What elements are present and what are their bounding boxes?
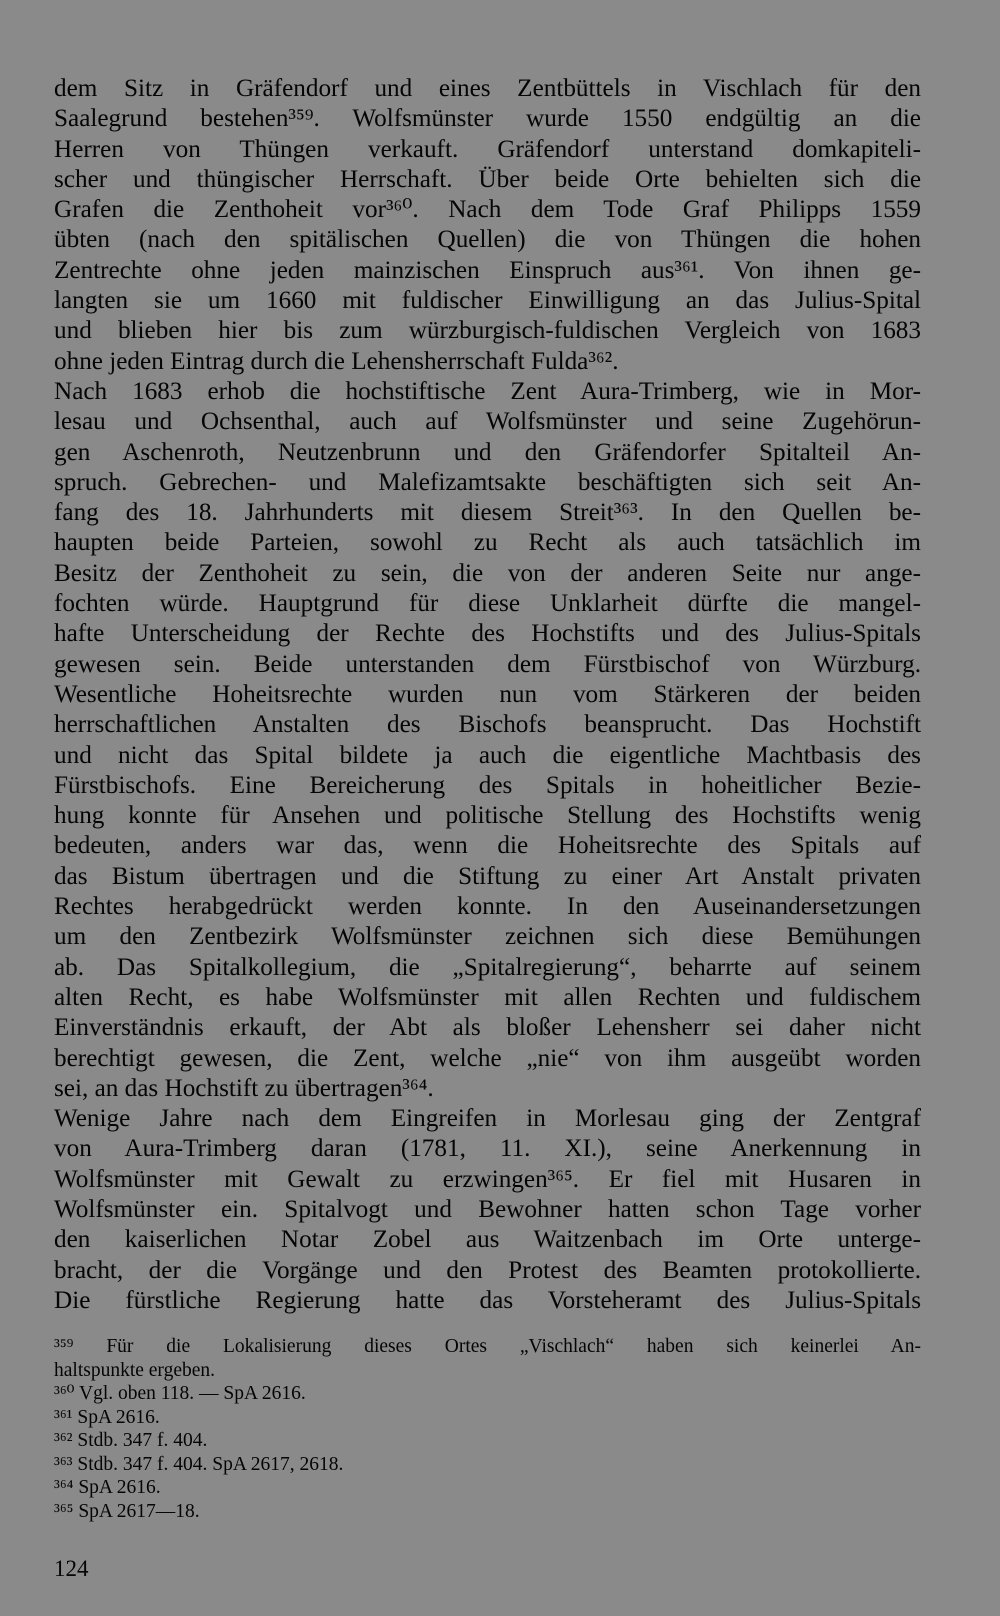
- text-line: fang des 18. Jahrhunderts mit diesem Streit³⁶³. In den Quellen be-: [54, 499, 921, 527]
- text-line: Besitz der Zenthoheit zu sein, die von der anderen Seite nur ange-: [54, 559, 921, 587]
- text-line: gen Aschenroth, Neutzenbrunn und den Gräfendorfer Spitalteil An-: [54, 438, 921, 466]
- text-line: bracht, der die Vorgänge und den Protest des Beamten protokollierte.: [54, 1256, 921, 1284]
- text-line: scher und thüngischer Herrschaft. Über beide Orte behielten sich die: [54, 165, 921, 193]
- text-line: fochten würde. Hauptgrund für diese Unklarheit dürfte die mangel-: [54, 590, 921, 618]
- text-line: Wolfsmünster mit Gewalt zu erzwingen³⁶⁵. Er fiel mit Husaren in: [54, 1165, 921, 1193]
- page-number: 124: [54, 1556, 89, 1581]
- text-line: Rechtes herabgedrückt werden konnte. In den Auseinandersetzungen: [54, 893, 921, 921]
- text-line: lesau und Ochsenthal, auch auf Wolfsmünster und seine Zugehörun-: [54, 408, 921, 436]
- footnote-line: ³⁶⁴ SpA 2616.: [54, 1477, 161, 1498]
- footnotes: [54, 1335, 921, 1523]
- text-line: Wenige Jahre nach dem Eingreifen in Morlesau ging der Zentgraf: [54, 1105, 921, 1133]
- footnote-line: ³⁶¹ SpA 2616.: [54, 1406, 160, 1428]
- text-line: und blieben hier bis zum würzburgisch-fuldischen Vergleich von 1683: [54, 317, 921, 345]
- text-line: übten (nach den spitälischen Quellen) die von Thüngen die hohen: [54, 226, 921, 254]
- text-line: Herren von Thüngen verkauft. Gräfendorf unterstand domkapiteli-: [54, 135, 921, 163]
- text-line: das Bistum übertragen und die Stiftung zu einer Art Anstalt privaten: [54, 862, 921, 890]
- text-line: Wolfsmünster ein. Spitalvogt und Bewohner hatten schon Tage vorher: [54, 1195, 921, 1223]
- text-line: alten Recht, es habe Wolfsmünster mit allen Rechten und fuldischem: [54, 983, 921, 1011]
- text-line: Die fürstliche Regierung hatte das Vorsteheramt des Julius-Spitals: [54, 1286, 921, 1314]
- text-line: Zentrechte ohne jeden mainzischen Einspruch aus³⁶¹. Von ihnen ge-: [54, 256, 921, 284]
- text-line: berechtigt gewesen, die Zent, welche „nie“ von ihm ausgeübt worden: [54, 1044, 921, 1072]
- footnote-line: ³⁵⁹ Für die Lokalisierung dieses Ortes „Vischlach“ haben sich keinerlei An-: [54, 1336, 921, 1357]
- footnote-line: haltspunkte ergeben.: [54, 1359, 216, 1381]
- footnote-line: ³⁶⁰ Vgl. oben 118. — SpA 2616.: [54, 1383, 306, 1404]
- text-line: ab. Das Spitalkollegium, die „Spitalregierung“, beharrte auf seinem: [54, 953, 921, 981]
- text-line: Saalegrund bestehen³⁵⁹. Wolfsmünster wurde 1550 endgültig an die: [54, 105, 921, 133]
- text-line: langten sie um 1660 mit fuldischer Einwilligung an das Julius-Spital: [54, 287, 921, 315]
- text-line: Nach 1683 erhob die hochstiftische Zent Aura-Trimberg, wie in Mor-: [54, 377, 921, 405]
- text-line: Fürstbischofs. Eine Bereicherung des Spitals in hoheitlicher Bezie-: [54, 771, 921, 799]
- text-line: sei, an das Hochstift zu übertragen³⁶⁴.: [54, 1074, 434, 1102]
- text-line: Wesentliche Hoheitsrechte wurden nun vom Stärkeren der beiden: [54, 680, 921, 708]
- text-line: von Aura-Trimberg daran (1781, 11. XI.), seine Anerkennung in: [54, 1135, 921, 1163]
- text-line: um den Zentbezirk Wolfsmünster zeichnen sich diese Bemühungen: [54, 923, 921, 951]
- text-line: und nicht das Spital bildete ja auch die eigentliche Machtbasis des: [54, 741, 921, 769]
- text-line: bedeuten, anders war das, wenn die Hoheitsrechte des Spitals auf: [54, 832, 921, 860]
- text-line: hafte Unterscheidung der Rechte des Hochstifts und des Julius-Spitals: [54, 620, 921, 648]
- text-line: Einverständnis erkauft, der Abt als bloßer Lehensherr sei daher nicht: [54, 1014, 921, 1042]
- footnote-line: ³⁶³ Stdb. 347 f. 404. SpA 2617, 2618.: [54, 1453, 344, 1475]
- text-line: haupten beide Parteien, sowohl zu Recht als auch tatsächlich im: [54, 529, 921, 557]
- text-line: spruch. Gebrechen- und Malefizamtsakte beschäftigten sich seit An-: [54, 468, 921, 496]
- text-line: Grafen die Zenthoheit vor³⁶⁰. Nach dem Tode Graf Philipps 1559: [54, 196, 921, 224]
- text-line: hung konnte für Ansehen und politische Stellung des Hochstifts wenig: [54, 802, 921, 830]
- text-line: dem Sitz in Gräfendorf und eines Zentbüttels in Vischlach für den: [54, 75, 921, 102]
- text-line: ohne jeden Eintrag durch die Lehensherrschaft Fulda³⁶².: [54, 347, 619, 375]
- footnote-line: ³⁶⁵ SpA 2617—18.: [54, 1500, 200, 1522]
- text-line: herrschaftlichen Anstalten des Bischofs beansprucht. Das Hochstift: [54, 711, 921, 739]
- text-line: gewesen sein. Beide unterstanden dem Fürstbischof von Würzburg.: [54, 650, 921, 678]
- text-line: den kaiserlichen Notar Zobel aus Waitzenbach im Orte unterge-: [54, 1226, 921, 1254]
- footnote-line: ³⁶² Stdb. 347 f. 404.: [54, 1430, 208, 1451]
- body-text: [54, 74, 921, 1316]
